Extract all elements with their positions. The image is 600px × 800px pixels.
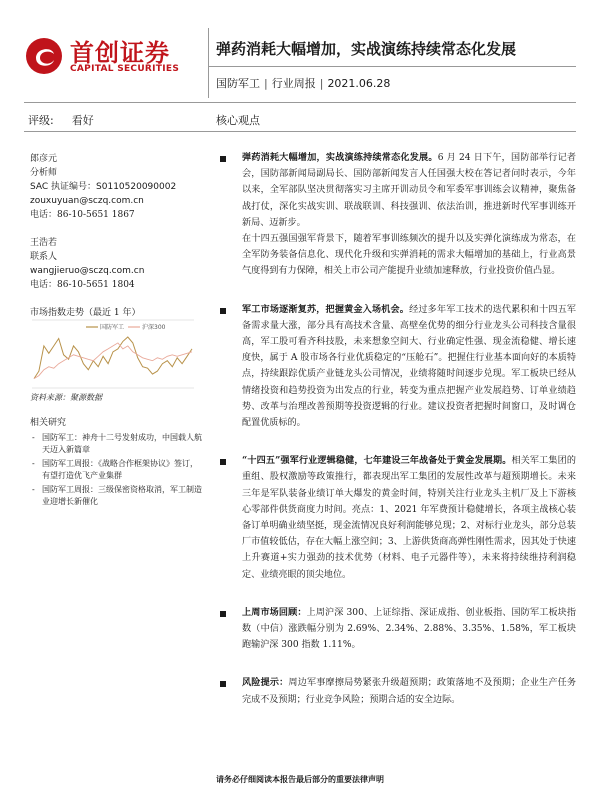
title-rule [208, 66, 576, 67]
bullet-item [216, 605, 576, 654]
contact-name: 王浩若 [30, 238, 58, 248]
bullet-icon [220, 681, 226, 687]
core-views-list [216, 150, 576, 730]
related-item[interactable]: - 国防军工周报：《战略合作框架协议》签订，有望打造优飞产业集群 [30, 458, 202, 482]
rating-label: 评级: [28, 114, 54, 127]
bullet-icon [220, 459, 226, 465]
contact-phone: 电话：86-10-5651 1804 [30, 280, 135, 290]
analyst-name: 郎彦元 [30, 154, 58, 164]
bullet-icon [220, 611, 226, 617]
brand-name: 首创证券 [70, 39, 170, 67]
brand-name-en: CAPITAL SECURITIES [70, 64, 180, 74]
core-views-title: 核心观点 [216, 114, 260, 127]
bullet-item [216, 302, 576, 432]
report-sector: 国防军工 [216, 77, 260, 90]
analyst-role: 分析师 [30, 168, 58, 178]
related-item[interactable]: - 国防军工：神舟十二号发射成功，中国载人航天迈入新篇章 [30, 432, 202, 456]
bullet-text: 上周沪深 300、上证综指、深证成指、创业板指、国防军工板块指数（中信）涨跌幅分别为 2.69%、2.34%、2.88%、3.35%、1.58%，军工板块跑输沪深 300 指数 1.11%。 [242, 607, 576, 651]
legal-footer: 请务必仔细阅读本报告最后部分的重要法律声明 [216, 774, 384, 784]
bullet-text: 6 月 24 日下午，国防部举行记者会，国防部新闻局副局长、国防部新闻发言人任国强大校在答记者问时表示，今年以来，全军部队坚决贯彻落实习主席开训动员令和军委军事训练会议精神，聚焦备战打仗，深化实战实训、联战联训、科技强训、依法治训，推进新时代军事训练开新局、迈新步。 [242, 153, 576, 228]
rating-value: 看好 [71, 114, 94, 127]
legend-label-hs300: 沪深300 [142, 324, 166, 331]
report-meta: 国防军工 | 行业周报 | 2021.06.28 [216, 77, 391, 90]
section-rule-2 [24, 131, 576, 132]
bullet-item [216, 453, 576, 583]
bullet-icon [220, 156, 226, 162]
bullet-icon [220, 308, 226, 314]
bullet-lead: 风险提示： [242, 677, 289, 689]
market-chart-title: 市场指数走势（最近 1 年） [30, 308, 141, 318]
analyst-email[interactable]: zouxuyuan@sczq.com.cn [30, 196, 144, 206]
bullet-lead: 军工市场逐渐复苏，把握黄金入场机会。 [242, 303, 410, 315]
report-date: 2021.06.28 [327, 77, 391, 90]
market-index-chart [28, 318, 198, 390]
contact-email[interactable]: wangjieruo@sczq.com.cn [30, 266, 145, 276]
analyst-card [30, 152, 176, 222]
report-title: 弹药消耗大幅增加，实战演练持续常态化发展 [216, 40, 517, 58]
chart-legend [86, 323, 166, 331]
bullet-text: 经过多年军工技术的迭代累积和十四五军备需求量大涨，部分具有高技术含量、高壁垒优势的细分行业龙头公司科技含量很高，军工股可看齐科技股，未来想象空间大、行业确定性强、现金流稳健、增长速度快，属于 A 股市场各行业优质稳定的“压舱石”。把握住行业基本面向好的本质特点，持续跟踪优质产业链龙头公司情况，业绩将随时间逐步兑现。军工板块已经从情绪投资和趋势投资为出发点的行业，转变为重点把握产业发展趋势、订单业绩趋势、改革与治理改善预期等投资逻辑的行业。建议投资者把握时间窗口，及时调仓配置优质标的。 [242, 304, 576, 429]
series-line-0 [34, 337, 192, 379]
related-item[interactable]: - 国防军工周报：三级保密资格取消，军工制造业迎增长新催化 [30, 484, 202, 508]
analyst-cert: SAC 执证编号：S0110520090002 [30, 182, 177, 192]
analyst-phone: 电话：86-10-5651 1867 [30, 210, 135, 220]
chart-plot [34, 337, 192, 379]
rating [28, 112, 94, 128]
contact-card [30, 236, 144, 292]
header-divider [208, 28, 209, 98]
contact-role: 联系人 [30, 252, 58, 262]
bullet-lead: “十四五”强军行业逻辑稳健，七年建设三年战备处于黄金发展期。 [242, 455, 512, 467]
bullet-text: 周边军事摩擦局势紧张升级超预期；政策落地不及预期；企业生产任务完成不及预期；行业竞争风险；预期合适的安全边际。 [242, 678, 576, 705]
bullet-item [216, 150, 576, 280]
series-line-1 [34, 343, 192, 379]
bullet-item [216, 675, 576, 707]
report-type: 行业周报 [271, 77, 316, 90]
bullet-lead: 上周市场回顾： [242, 606, 307, 618]
section-rule [24, 102, 576, 103]
logo-icon [24, 36, 64, 76]
bullet-text-continued: 在十四五强国强军背景下，随着军事训练频次的提升以及实弹化演练成为常态，在全军防务装备信息化、现代化升级和实弹消耗的需求大幅增加的基础上，行业高景气度得到有力保障，相关上市公司产能提升业绩加速释放，行业投资价值凸显。 [242, 234, 576, 277]
legend-label-defense: 国防军工 [100, 324, 125, 331]
related-research-title: 相关研究 [30, 418, 67, 428]
bullet-lead: 弹药消耗大幅增加，实战演练持续常态化发展。 [242, 152, 438, 163]
chart-source: 资料来源：聚源数据 [30, 393, 102, 402]
bullet-text: 相关军工集团的重组、股权激励等政策推行，都表现出军工集团的发展性改革与超预期增长。未来三年是军队装备业绩订单大爆发的黄金时间，特别关注行业龙头主机厂及上下游核心零部件供货商度力时间。亮点：1、2021 年军费预计稳健增长，各项主战核心装备订单明确业绩坚挺，现金流情况良好利润能够兑现；2、对标行业龙头，部分总装厂市值较低估，存在大幅上涨空间；3、上游供货商高弹性刚性需求，因其处于快速上升赛道+实力强劲的技术优势（材料、电子元器件等），未来将持续维持利润稳定、业绩亮眼的顶尖地位。 [242, 456, 576, 580]
related-research-list [30, 432, 202, 510]
